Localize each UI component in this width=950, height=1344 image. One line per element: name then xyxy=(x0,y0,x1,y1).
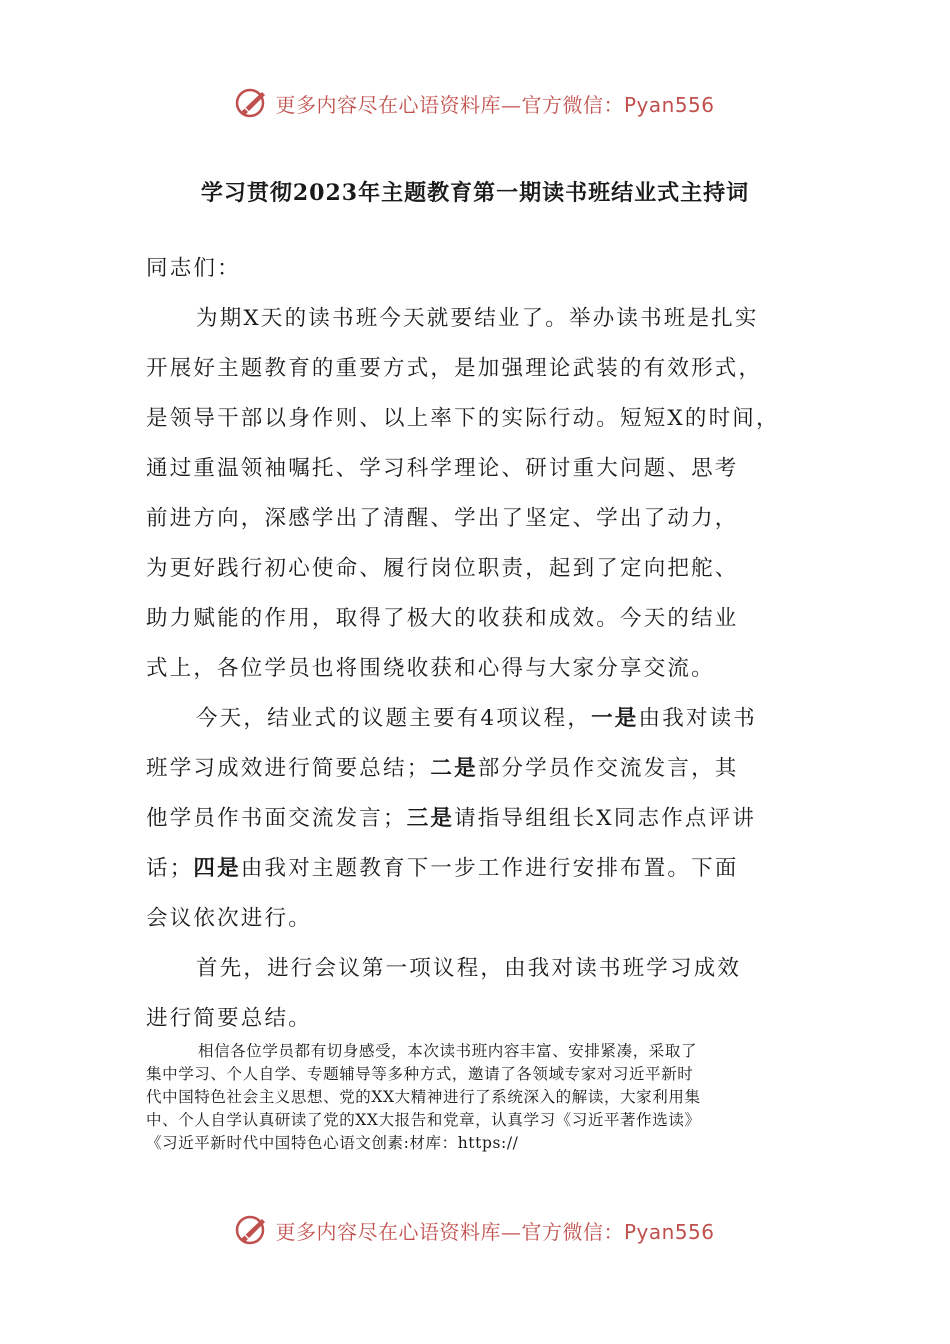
paragraph-line: 前进方向，深感学出了清醒、学出了坚定、学出了动力， xyxy=(146,506,739,531)
footer-watermark-banner xyxy=(0,1210,950,1250)
agenda-marker: 三是 xyxy=(406,806,455,831)
paragraph-line: 今天，结业式的议题主要有4项议程，一是由我对读书 xyxy=(196,706,758,731)
banner-text: 更多内容尽在心语资料库—官方微信：Pyan556 xyxy=(275,92,715,117)
small-line: 相信各位学员都有切身感受，本次读书班内容丰富、安排紧凑，采取了 xyxy=(198,1042,698,1060)
header-watermark-banner xyxy=(0,83,950,123)
paragraph-line: 会议依次进行。 xyxy=(146,906,312,931)
small-line: 中、个人自学认真研读了党的XX大报告和党章，认真学习《习近平著作选读》 xyxy=(146,1111,701,1129)
paragraph-line: 为更好践行初心使命、履行岗位职责，起到了定向把舵、 xyxy=(146,556,739,581)
small-line: 集中学习、个人自学、专题辅导等多种方式，邀请了各领域专家对习近平新时 xyxy=(146,1065,694,1083)
small-line: 代中国特色社会主义思想、党的XX大精神进行了系统深入的解读，大家利用集 xyxy=(146,1088,701,1106)
banner-text: 更多内容尽在心语资料库—官方微信：Pyan556 xyxy=(275,1219,715,1244)
paragraph-line: 式上，各位学员也将围绕收获和心得与大家分享交流。 xyxy=(146,656,715,681)
paragraph-line: 为期X天的读书班今天就要结业了。举办读书班是扎实 xyxy=(196,306,759,331)
agenda-marker: 一是 xyxy=(591,706,639,731)
document-title: 学习贯彻2023年主题教育第一期读书班结业式主持词 xyxy=(200,180,750,206)
paragraph-line: 是领导干部以身作则、以上率下的实际行动。短短X的时间， xyxy=(146,406,780,431)
pen-logo-icon xyxy=(235,86,269,120)
document-body xyxy=(146,244,836,1044)
agenda-marker: 二是 xyxy=(430,756,478,781)
paragraph-line: 首先，进行会议第一项议程，由我对读书班学习成效 xyxy=(196,956,742,981)
paragraph-line: 他学员作书面交流发言；三是请指导组组长X同志作点评讲 xyxy=(146,806,757,831)
paragraph-line: 助力赋能的作用，取得了极大的收获和成效。今天的结业 xyxy=(146,606,739,631)
small-print-paragraph xyxy=(146,1040,836,1155)
paragraph-line: 话；四是由我对主题教育下一步工作进行安排布置。下面 xyxy=(146,856,739,881)
greeting: 同志们： xyxy=(146,256,241,281)
paragraph-line: 班学习成效进行简要总结；二是部分学员作交流发言，其 xyxy=(146,756,739,781)
agenda-marker: 四是 xyxy=(193,856,241,881)
small-line: 《习近平新时代中国特色心语文创素:材库：https:// xyxy=(146,1134,519,1152)
paragraph-line: 进行简要总结。 xyxy=(146,1006,312,1031)
paragraph-line: 开展好主题教育的重要方式，是加强理论武装的有效形式， xyxy=(146,356,763,381)
paragraph-line: 通过重温领袖嘱托、学习科学理论、研讨重大问题、思考 xyxy=(146,456,739,481)
pen-logo-icon xyxy=(235,1213,269,1247)
